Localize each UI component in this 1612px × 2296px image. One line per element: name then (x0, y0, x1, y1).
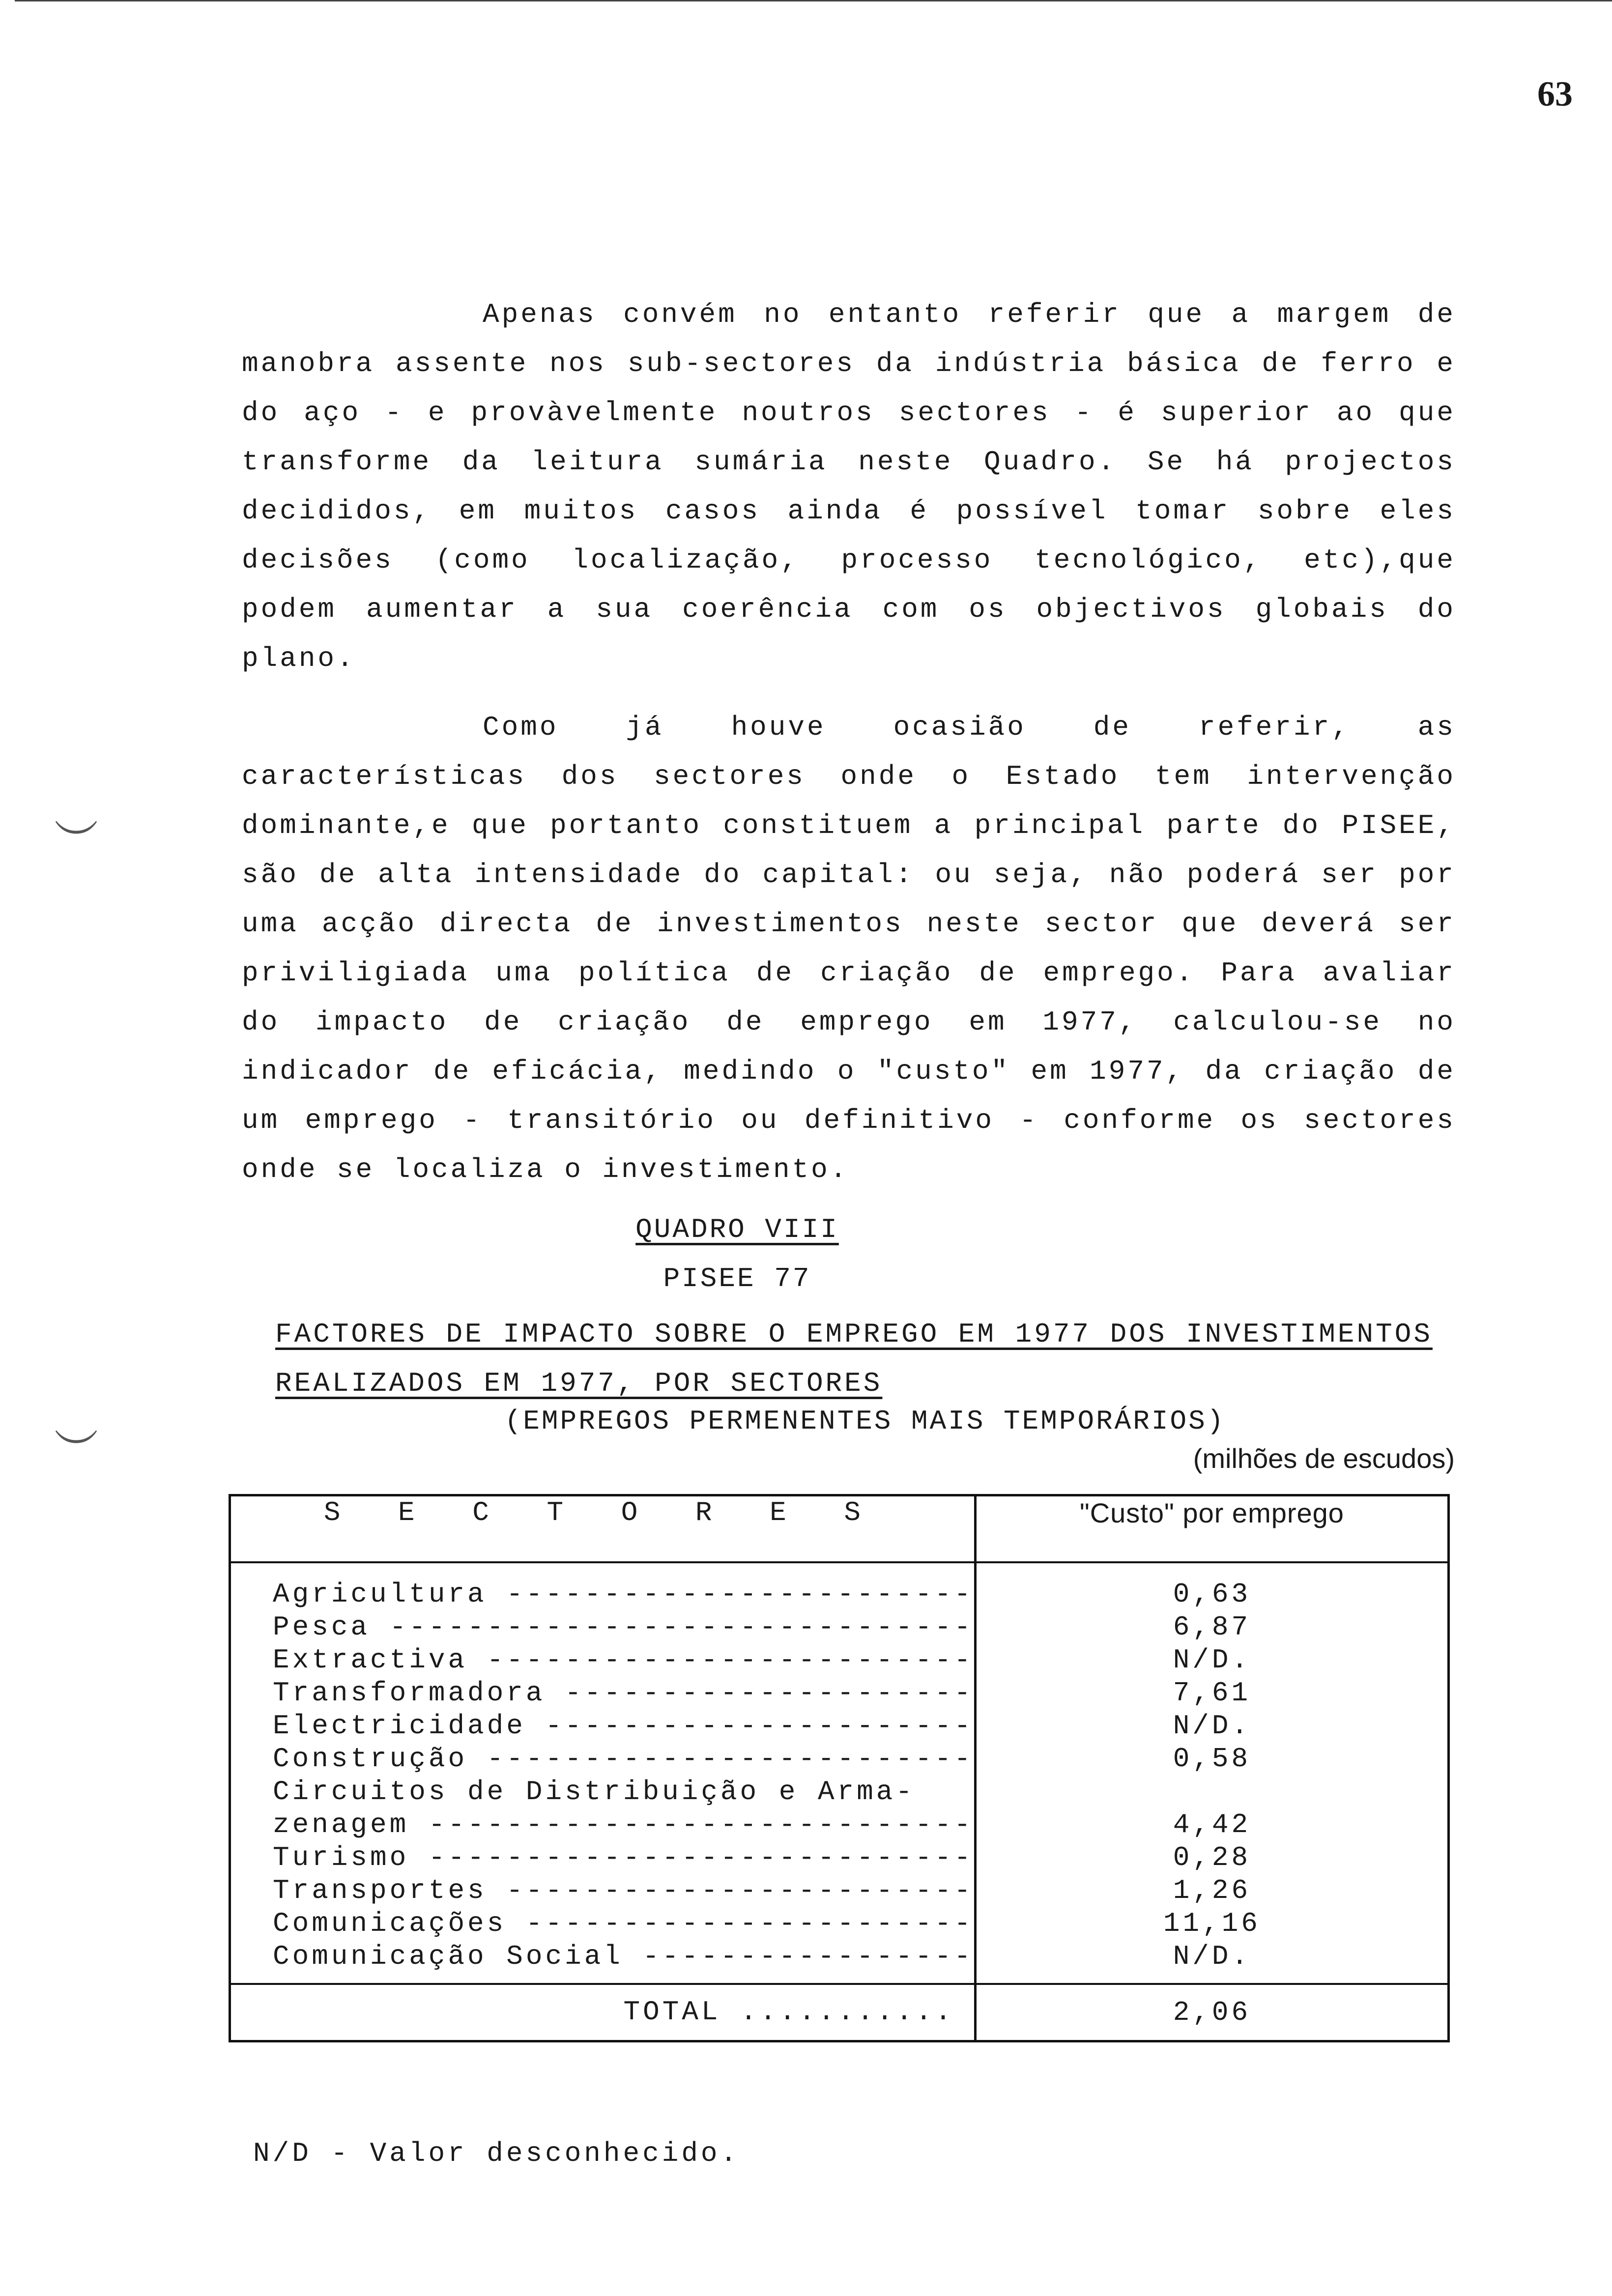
table-row-cost: 11,16 (1163, 1908, 1261, 1939)
table-row-cost: N/D. (1173, 1941, 1251, 1972)
employment-note: (EMPREGOS PERMENENTES MAIS TEMPORÁRIOS) (504, 1406, 1226, 1437)
table-row-sector: Transportes ------------------------ (273, 1875, 974, 1906)
table-row-cost: 1,26 (1173, 1875, 1251, 1906)
paragraph-2: Como já houve ocasião de referir, as características dos sectores onde o Estado tem intervenção dominante,e que portanto constituem a principal parte do PISEE, são de alta intensidade do capital: ou seja, não poderá ser por uma acção directa de investimentos neste sector que deverá ser priviligiada uma política de criação de emprego. Para avaliar do impacto de criação de emprego em 1977, calculou-se no indicador de eficácia, medindo o "custo" em 1977, da criação de um emprego - transitório ou definitivo - conforme os sectores onde se localiza o investimento. (242, 712, 1456, 1185)
top-edge-line (15, 0, 1612, 1)
table-row-cost: N/D. (1173, 1710, 1251, 1742)
table-row-sector: Pesca ------------------------------ (273, 1611, 974, 1643)
table-units: (milhões de escudos) (1193, 1443, 1455, 1474)
table-row-sector: Agricultura ------------------------ (273, 1578, 974, 1610)
paragraph-1: Apenas convém no entanto referir que a margem de manobra assente nos sub-sectores da indústria básica de ferro e do aço - e provàvelmente noutros sectores - é superior ao que transforme da leitura sumária neste Quadro. Se há projectos decididos, em muitos casos ainda é possível tomar sobre eles decisões (como localização, processo tecnológico, etc),que podem aumentar a sua coerência com os objectivos globais do plano. (242, 299, 1456, 674)
table-row-cost: 0,63 (1173, 1578, 1251, 1610)
header-sectors: S E C T O R E S (230, 1495, 976, 1563)
data-table (229, 1494, 1450, 2042)
table-row-sector: Construção ------------------------- (273, 1743, 974, 1775)
table-row-cost: 0,58 (1173, 1743, 1251, 1775)
table-row-sector: Turismo ---------------------------- (273, 1842, 974, 1873)
table-row-sector: Transformadora --------------------- (273, 1677, 974, 1709)
header-cost: "Custo" por emprego (975, 1495, 1448, 1563)
cost-column (975, 1562, 1448, 1984)
punch-mark: ︶ (54, 1426, 98, 1477)
table-number: QUADRO VIII (635, 1214, 839, 1245)
table-row-sector: Comunicação Social ----------------- (273, 1941, 974, 1972)
page-number: 63 (1537, 74, 1573, 114)
total-label: TOTAL ........... (230, 1984, 976, 2041)
table-row-cost: N/D. (1173, 1644, 1251, 1676)
table-row-sector: Extractiva ------------------------- (273, 1644, 974, 1676)
table-program: PISEE 77 (663, 1263, 811, 1294)
table-row-cost: 0,28 (1173, 1842, 1251, 1873)
sector-column (230, 1562, 976, 1984)
table-row-sector: Comunicações ----------------------- (273, 1908, 974, 1939)
table-row-sector: Circuitos de Distribuição e Arma- (273, 1776, 915, 1808)
table-row-sector: zenagem ---------------------------- (273, 1809, 974, 1840)
total-value: 2,06 (975, 1984, 1448, 2041)
punch-mark: ︶ (54, 816, 98, 868)
table-subtitle: FACTORES DE IMPACTO SOBRE O EMPREGO EM 1977 DOS INVESTIMENTOS REALIZADOS EM 1977, POR SECTORES (275, 1319, 1433, 1399)
table-row-cost: 4,42 (1173, 1809, 1251, 1840)
table-row-cost: 6,87 (1173, 1611, 1251, 1643)
table-row-cost: 7,61 (1173, 1677, 1251, 1709)
footnote: N/D - Valor desconhecido. (253, 2138, 740, 2169)
table-row-sector: Electricidade ---------------------- (273, 1710, 974, 1742)
